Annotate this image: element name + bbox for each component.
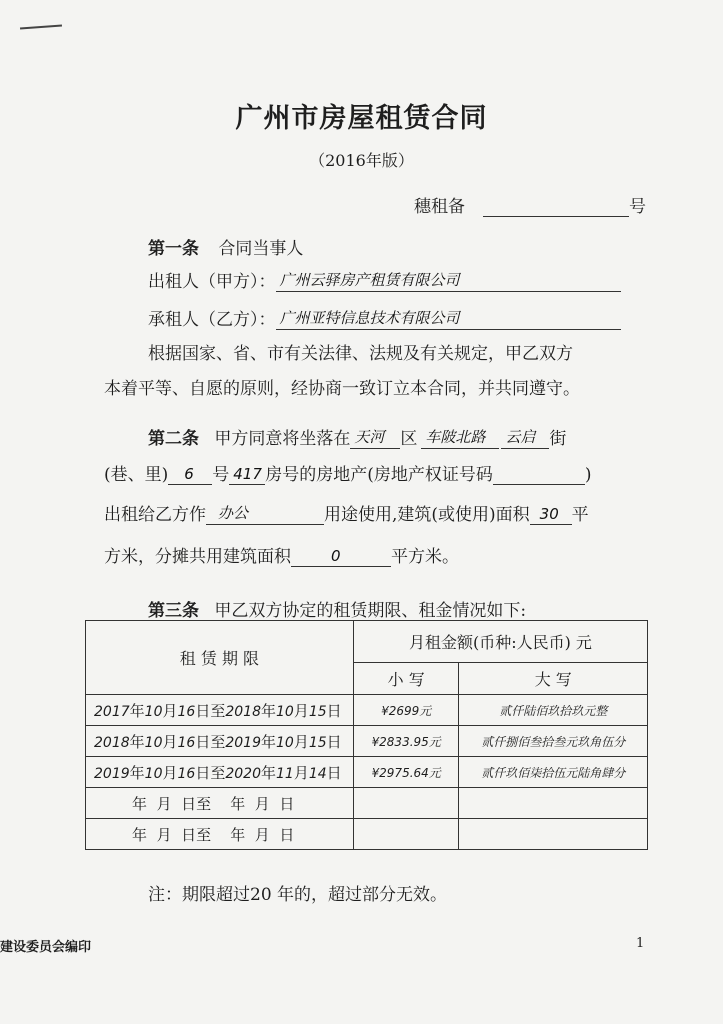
registration-suffix: 号 <box>629 197 646 217</box>
shared-area-label: 方米，分摊共用建筑面积 <box>104 547 291 567</box>
article1-heading-line <box>148 234 303 259</box>
street-field <box>501 430 549 449</box>
big-amount-cell <box>459 819 648 850</box>
lessor-label: 出租人（甲方）： <box>148 272 276 292</box>
lane-label: (巷、里) <box>104 465 169 485</box>
table-row <box>86 819 648 850</box>
big-amount-cell: 贰仟陆佰玖拾玖元整 <box>459 695 648 726</box>
article2-heading: 第二条 <box>148 429 199 449</box>
street-suffix: 街 <box>549 429 567 449</box>
article3-line <box>148 596 526 621</box>
usage-value: 办公 <box>218 504 249 522</box>
lessor-line <box>148 267 621 292</box>
note-text: 注：期限超过20 年的，超过部分无效。 <box>148 885 448 905</box>
big-amount-cell <box>459 788 648 819</box>
lessor-field <box>276 273 621 292</box>
registration-blank <box>483 198 629 217</box>
registration-label: 穗租备 <box>414 197 465 217</box>
period-cell: 年 月 日至 年 月 日 <box>86 819 354 850</box>
room-value: 417 <box>233 465 262 483</box>
article2-line2 <box>104 460 592 485</box>
article1-para-line1: 根据国家、省、市有关法律、法规及有关规定，甲乙双方 <box>148 344 573 364</box>
footer-publisher: 建设委员会编印 <box>0 940 92 955</box>
big-amount-cell: 贰仟玖佰柒拾伍元陆角肆分 <box>459 757 648 788</box>
room-field <box>229 466 265 485</box>
small-amount-cell <box>353 788 459 819</box>
usage-field <box>206 506 324 525</box>
period-cell: 2018年10月16日至2019年10月15日 <box>86 726 354 757</box>
article1-para-line2: 本着平等、自愿的原则，经协商一致订立本合同，并共同遵守。 <box>104 379 580 399</box>
period-cell: 年 月 日至 年 月 日 <box>86 788 354 819</box>
small-amount-cell <box>353 819 459 850</box>
table-row <box>86 788 648 819</box>
article2-text-location: 甲方同意将坐落在 <box>214 429 351 449</box>
period-header: 租 赁 期 限 <box>86 621 354 695</box>
area-value: 30 <box>539 505 559 523</box>
small-amount-cell: ¥2833.95元 <box>353 726 459 757</box>
district-value: 天河 <box>354 428 385 446</box>
article3-heading: 第三条 <box>148 601 199 621</box>
usage-label: 出租给乙方作 <box>104 505 206 525</box>
small-amount-header: 小 写 <box>353 663 459 695</box>
district-field <box>350 430 400 449</box>
number-suffix: 号 <box>212 465 230 485</box>
period-cell: 2017年10月16日至2018年10月15日 <box>86 695 354 726</box>
big-amount-header: 大 写 <box>459 663 648 695</box>
district-suffix: 区 <box>400 429 418 449</box>
lessee-field <box>276 311 621 330</box>
article2-line1 <box>148 424 566 449</box>
certificate-label: 房号的房地产(房地产权证号码 <box>265 465 493 485</box>
street-value: 云启 <box>505 428 536 446</box>
road-value: 车陂北路 <box>425 428 486 446</box>
page-number: 1 <box>636 936 645 951</box>
road-field <box>421 430 499 449</box>
table-row <box>86 757 648 788</box>
article1-title: 合同当事人 <box>218 239 304 259</box>
area-label: 用途使用,建筑(或使用)面积 <box>324 505 530 525</box>
rent-table <box>85 620 648 850</box>
shared-area-value: 0 <box>331 547 341 565</box>
scan-mark <box>20 25 62 30</box>
article1-heading: 第一条 <box>148 239 199 259</box>
article2-line3 <box>104 500 589 525</box>
article2-line4 <box>104 542 459 567</box>
area-field <box>530 506 572 525</box>
shared-area-field <box>291 548 391 567</box>
big-amount-cell: 贰仟捌佰叁拾叁元玖角伍分 <box>459 726 648 757</box>
certificate-close: ) <box>584 465 592 485</box>
rent-header: 月租金额(币种:人民币) 元 <box>353 621 647 663</box>
certificate-field <box>493 466 585 485</box>
contract-title: 广州市房屋租赁合同 <box>235 103 488 134</box>
shared-area-unit: 平方米。 <box>391 547 459 567</box>
edition-label: （2016年版） <box>309 151 414 170</box>
table-row <box>86 695 648 726</box>
registration-line <box>414 192 646 217</box>
small-amount-cell: ¥2699元 <box>353 695 459 726</box>
period-cell: 2019年10月16日至2020年11月14日 <box>86 757 354 788</box>
number-value: 6 <box>184 465 194 483</box>
lessor-value: 广州云驿房产租赁有限公司 <box>279 271 460 289</box>
article3-text: 甲乙双方协定的租赁期限、租金情况如下: <box>214 601 527 621</box>
number-field <box>168 466 212 485</box>
lessee-line <box>148 305 621 330</box>
lessee-value: 广州亚特信息技术有限公司 <box>279 309 460 327</box>
small-amount-cell: ¥2975.64元 <box>353 757 459 788</box>
table-row <box>86 726 648 757</box>
lessee-label: 承租人（乙方）： <box>148 310 276 330</box>
area-unit-1: 平 <box>571 505 589 525</box>
